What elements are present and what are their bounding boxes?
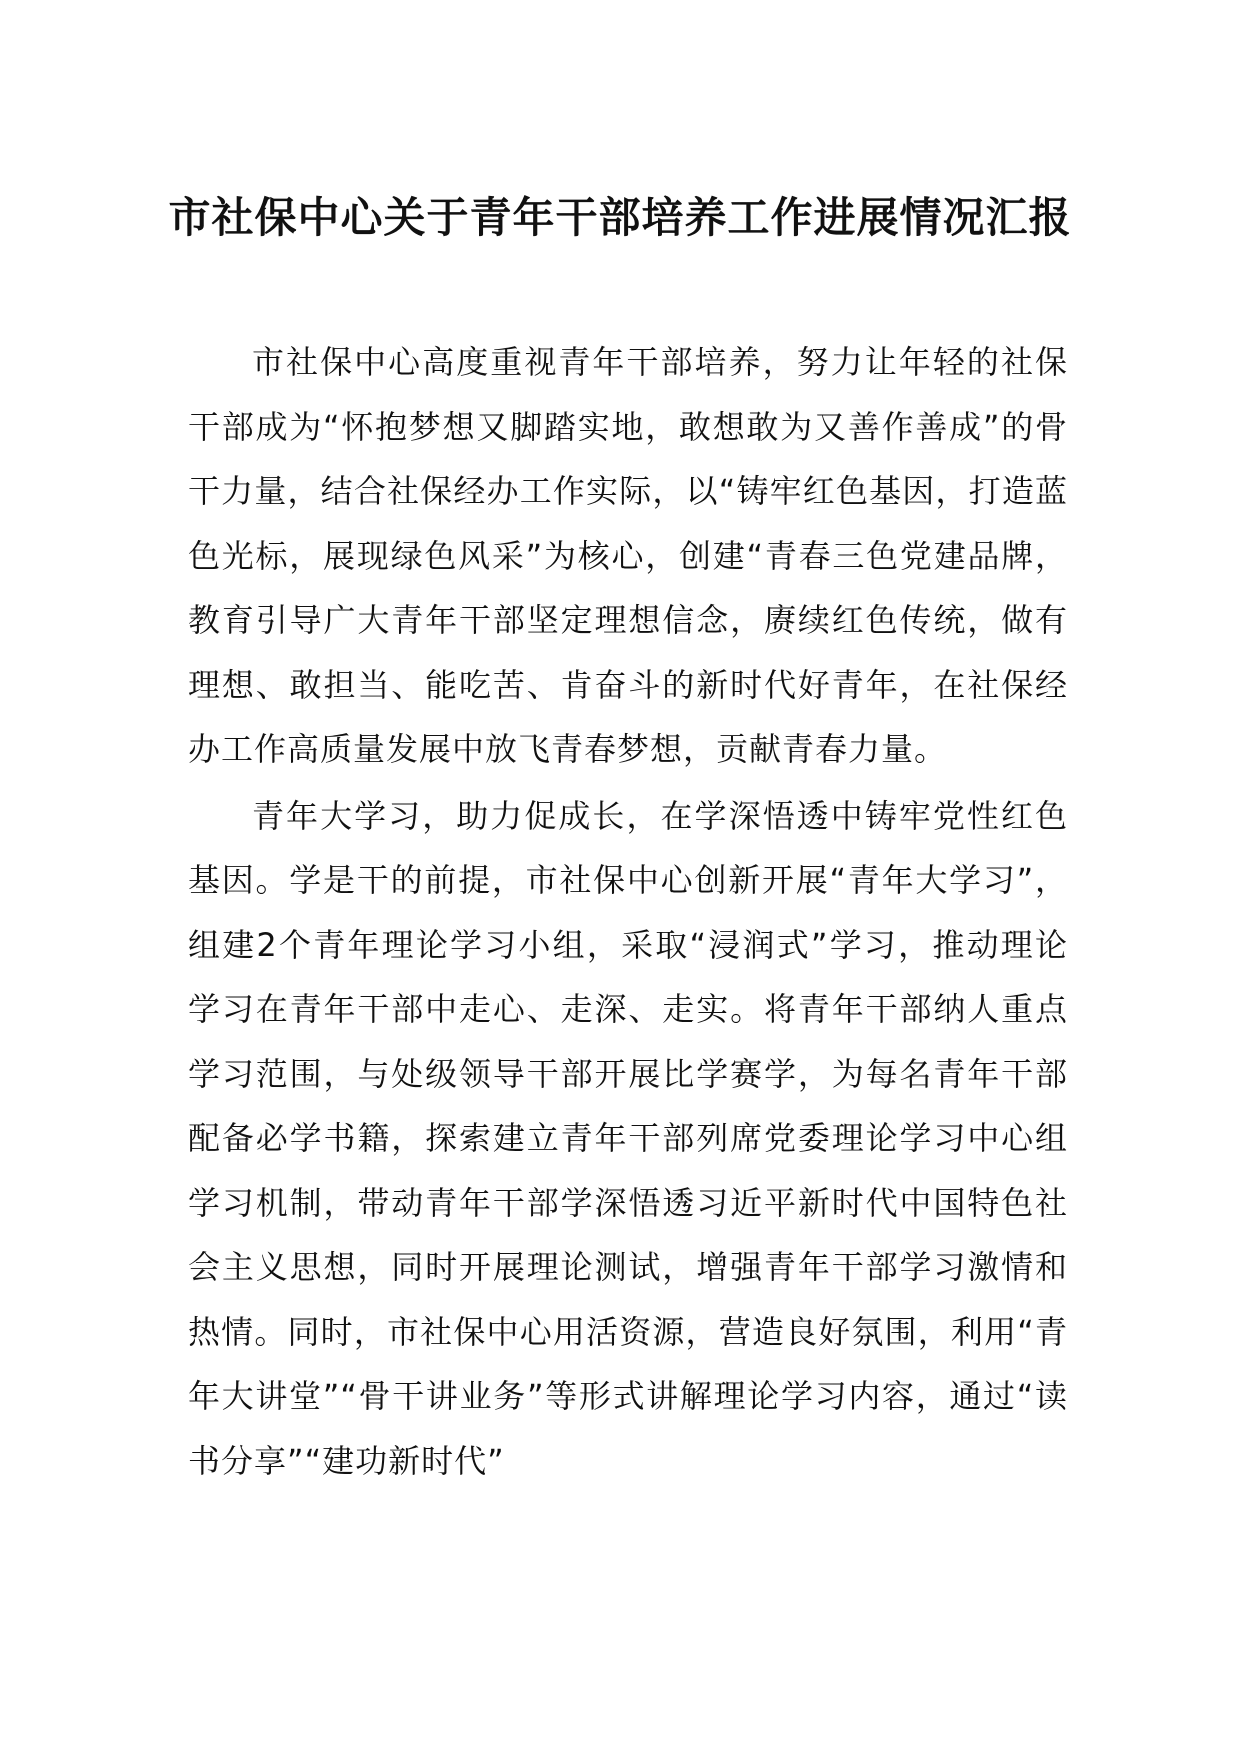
document-body <box>188 330 1068 1493</box>
document-title: 市社保中心关于青年干部培养工作进展情况汇报 <box>168 193 1072 242</box>
paragraph-intro: 市社保中心高度重视青年干部培养，努力让年轻的社保干部成为“怀抱梦想又脚踏实地，敢想敢为又善作善成”的骨干力量，结合社保经办工作实际，以“铸牢红色基因，打造蓝色光标，展现绿色风采”为核心，创建“青春三色党建品牌，教育引导广大青年干部坚定理想信念，赓续红色传统，做有理想、敢担当、能吃苦、肯奋斗的新时代好青年，在社保经办工作高质量发展中放飞青春梦想，贡献青春力量。 <box>188 343 1068 768</box>
paragraph-youth-study: 青年大学习，助力促成长，在学深悟透中铸牢党性红色基因。学是干的前提，市社保中心创新开展“青年大学习”，组建2个青年理论学习小组，采取“浸润式”学习，推动理论学习在青年干部中走心、走深、走实。将青年干部纳人重点学习范围，与处级领导干部开展比学赛学，为每名青年干部配备必学书籍，探索建立青年干部列席党委理论学习中心组学习机制，带动青年干部学深悟透习近平新时代中国特色社会主义思想，同时开展理论测试，增强青年干部学习激情和热情。同时，市社保中心用活资源，营造良好氛围，利用“青年大讲堂”“骨干讲业务”等形式讲解理论学习内容，通过“读书分享”“建功新时代” <box>188 796 1068 1480</box>
